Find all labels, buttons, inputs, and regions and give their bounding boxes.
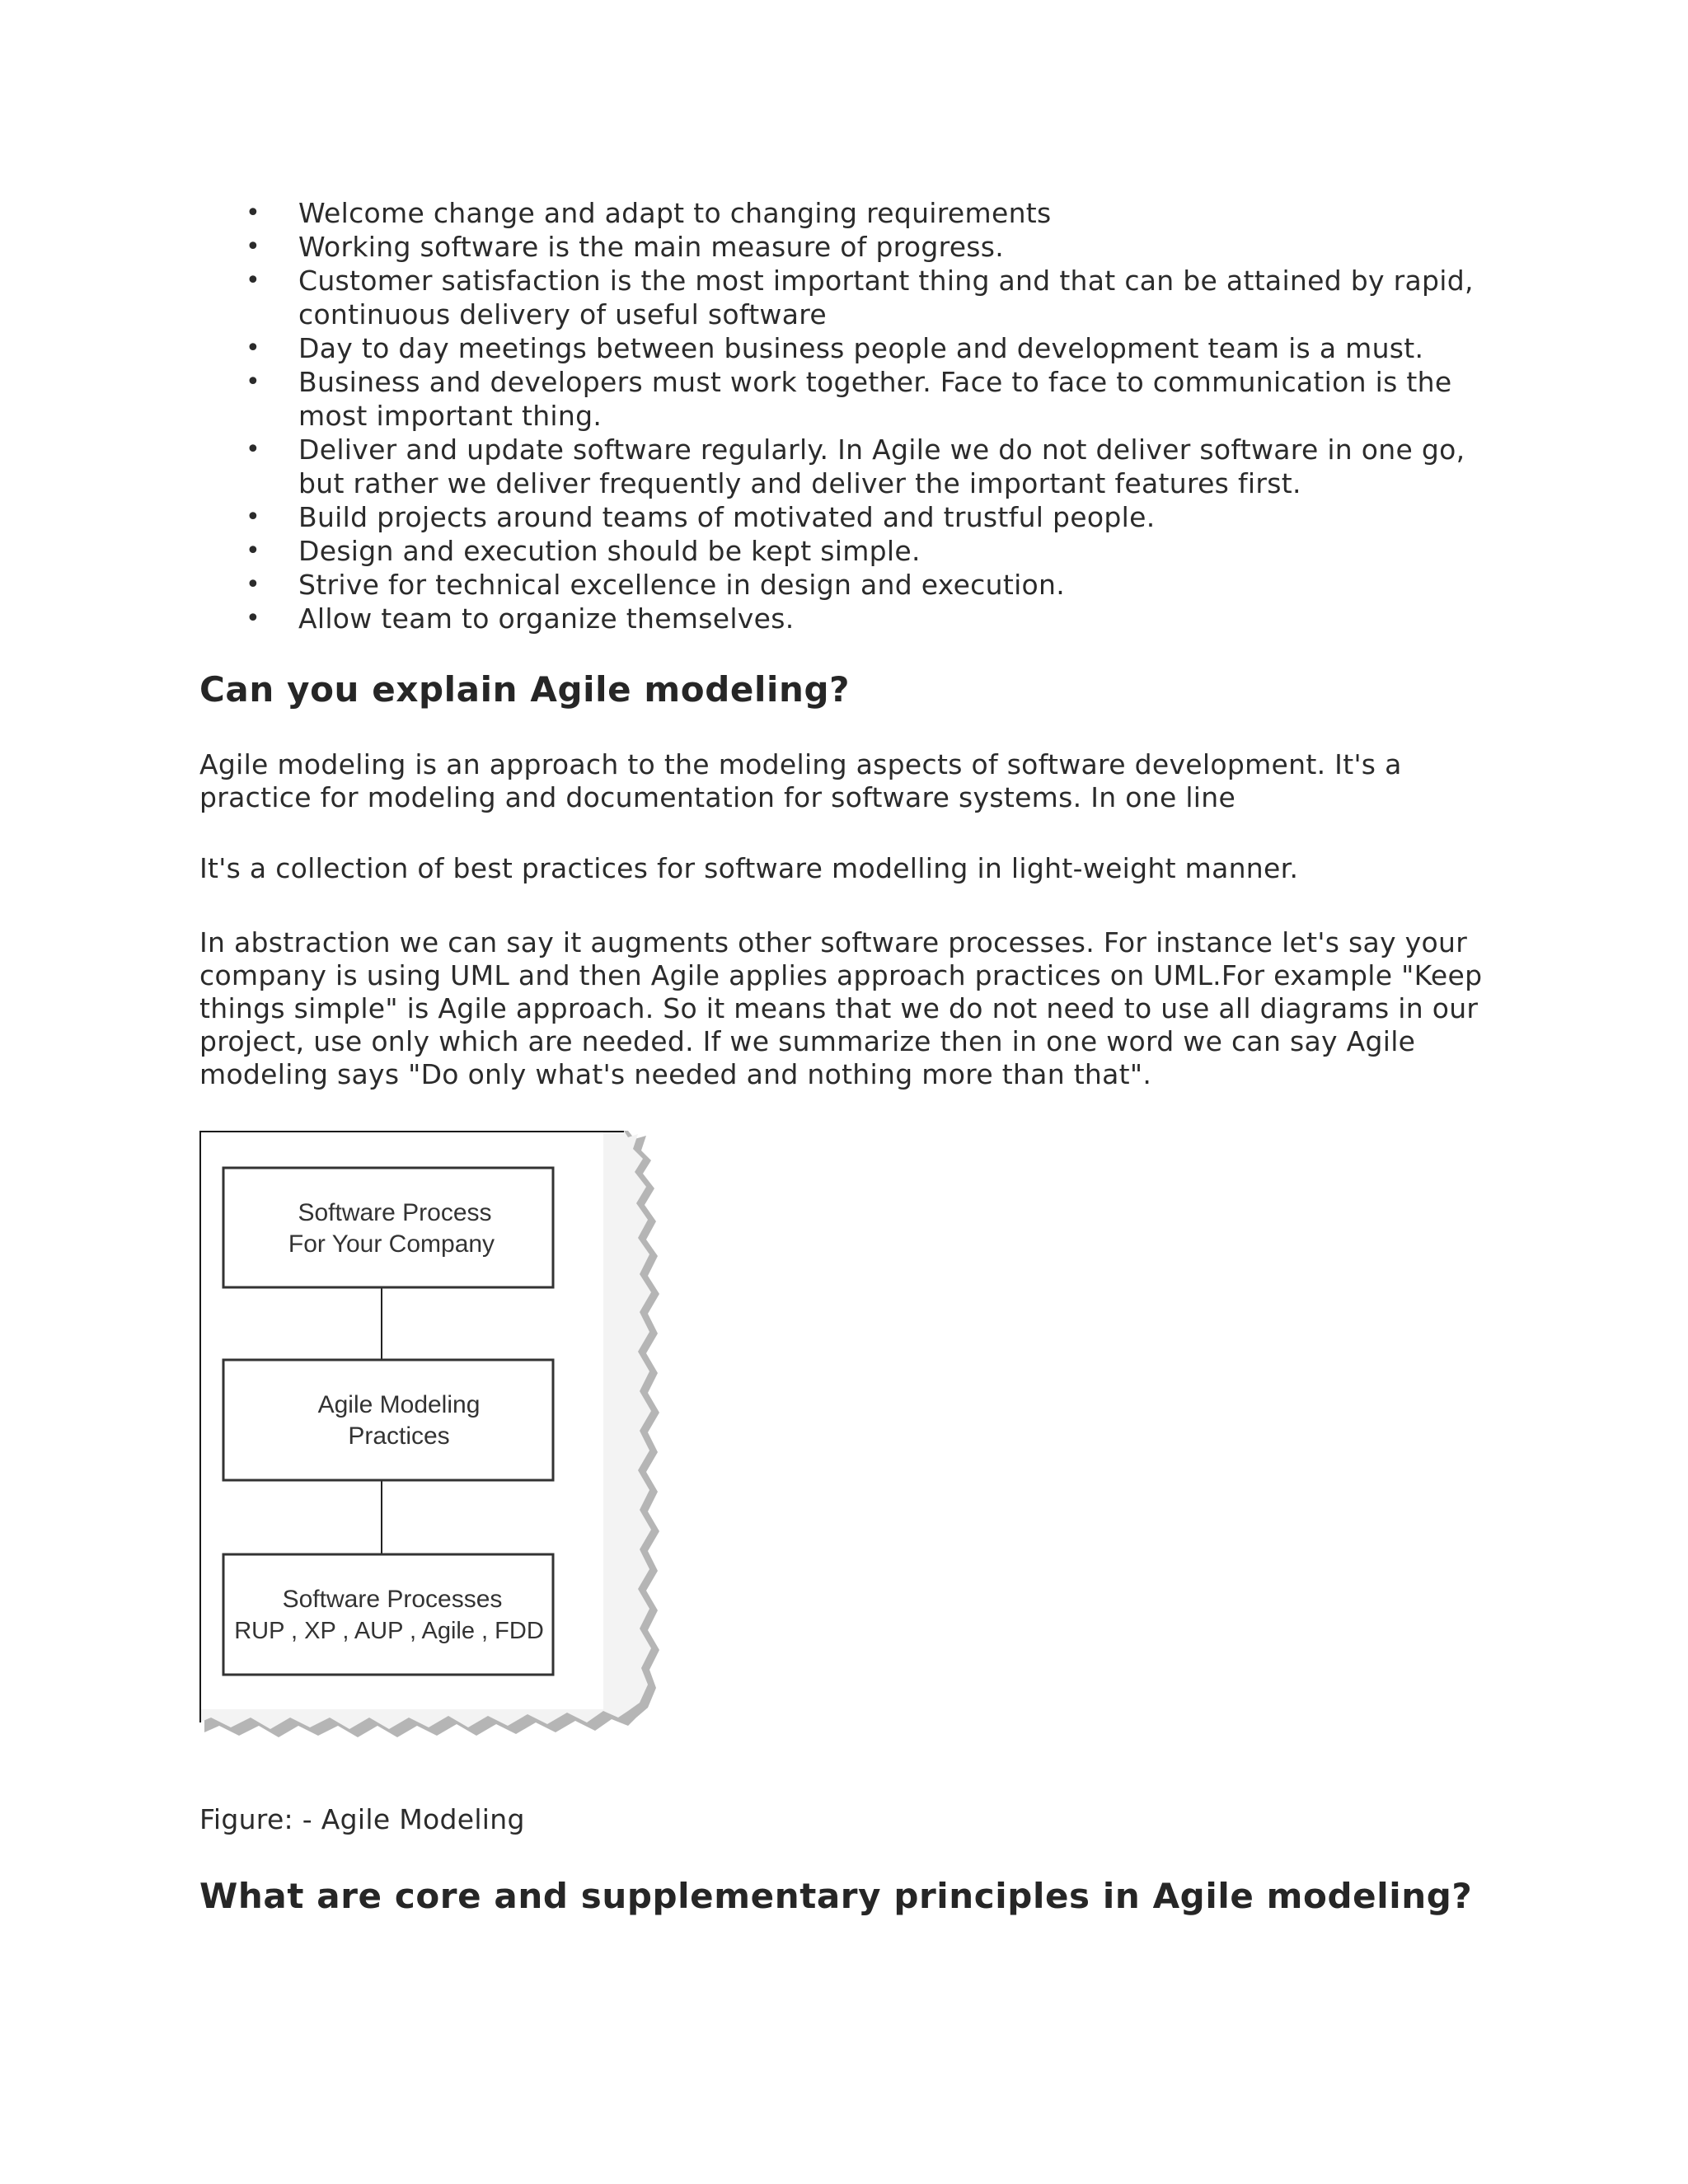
section-heading-agile-modeling: Can you explain Agile modeling? xyxy=(199,669,851,710)
principles-list xyxy=(199,196,1485,635)
list-item: • Build projects around teams of motivated and trustful people. xyxy=(199,500,1485,534)
paragraph-definition: Agile modeling is an approach to the modeling aspects of software development. It's a practice for modeling and documentation for software systems. In one line xyxy=(199,748,1402,813)
list-item: • Customer satisfaction is the most important thing and that can be attained by rapid, continuous delivery of useful software xyxy=(199,264,1485,331)
box-agile-line2: Practices xyxy=(348,1422,450,1450)
process-box-agile-modeling xyxy=(223,1360,553,1480)
process-box-company xyxy=(223,1168,553,1287)
list-item: • Deliver and update software regularly. In Agile we do not deliver software in one go, but rather we deliver frequently and deliver the important features first. xyxy=(199,433,1485,500)
figure-caption: Figure: - Agile Modeling xyxy=(199,1803,525,1835)
box-company-line2: For Your Company xyxy=(288,1230,495,1258)
paragraph-summary: It's a collection of best practices for software modelling in light-weight manner. xyxy=(199,852,1299,884)
box-processes-line2: RUP , XP , AUP , Agile , FDD xyxy=(234,1618,544,1644)
list-item: • Strive for technical excellence in design and execution. xyxy=(199,568,1485,602)
box-processes-line1: Software Processes xyxy=(282,1586,503,1613)
list-item: • Allow team to organize themselves. xyxy=(199,602,1485,635)
agile-modeling-diagram xyxy=(199,1131,682,1761)
list-item: • Business and developers must work together. Face to face to communication is the most important thing. xyxy=(199,365,1485,433)
list-item: • Welcome change and adapt to changing requirements xyxy=(199,196,1485,230)
list-item: • Working software is the main measure of progress. xyxy=(199,230,1485,264)
list-item: • Design and execution should be kept simple. xyxy=(199,534,1485,568)
list-item: • Day to day meetings between business people and development team is a must. xyxy=(199,331,1485,365)
agile-modeling-figure xyxy=(199,1131,682,1761)
section-heading-principles: What are core and supplementary principles in Agile modeling? xyxy=(199,1876,1473,1916)
box-agile-line1: Agile Modeling xyxy=(317,1391,481,1418)
paragraph-abstraction: In abstraction we can say it augments other software processes. For instance let's say your company is using UML and then Agile applies approach practices on UML.For example "Keep things simple" is Agile approach. So it means that we do not need to use all diagrams in our project, use only which are needed. If we summarize then in one word we can say Agile modeling says "Do only what's needed and nothing more than that". xyxy=(199,926,1483,1090)
box-company-line1: Software Process xyxy=(298,1199,492,1226)
process-box-software-processes xyxy=(223,1554,553,1675)
